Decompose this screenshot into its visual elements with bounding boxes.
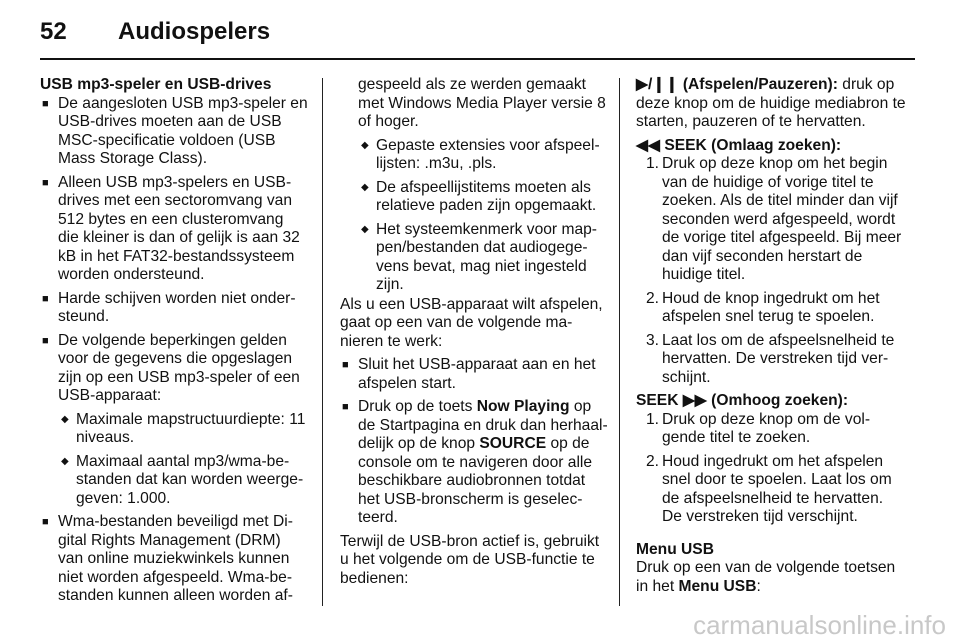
column-3 (636, 76, 906, 601)
sub-list-item: ◆ Het systeemkenmerk voor mappen/bestanden dat audiogegevens bevat, mag niet ingesteld zijn. (340, 221, 608, 295)
list-item: ■ Harde schijven worden niet ondersteund. (40, 290, 308, 327)
usb-outro-text: Terwijl de USB-bron actief is, gebruikt u het volgende om de USB-functie te bedienen: (340, 532, 600, 587)
header-divider (40, 58, 915, 60)
step-number: 1. (646, 410, 660, 428)
text: Houd ingedrukt om het afspelen snel door te spoelen. Laat los om de afspeelsnelheid te hervatten. De verstreken tijd verschijnt. (662, 452, 892, 525)
numbered-step (636, 411, 906, 448)
column-divider-1 (322, 78, 323, 606)
seek-down-label: SEEK (Omlaag zoeken): (664, 136, 842, 154)
seek-up-label-b: (Omhoog zoeken): (711, 392, 849, 409)
text: Laat los om de afspeelsnelheid te hervatten. De verstreken tijd verschijnt. (662, 331, 895, 386)
sub-list-item: ◆ De afspeellijstitems moeten als relatieve paden zijn opgemaakt. (340, 179, 608, 216)
source-key: SOURCE (479, 435, 547, 452)
usb-intro-text: Als u een USB-apparaat wilt afspelen, gaat op een van de volgende manieren te werk: (340, 295, 603, 350)
text: Druk op een van de volgende toetsen in het (636, 559, 896, 595)
text: druk op deze knop om de huidige mediabron te starten, pauzeren of te hervatten. (636, 76, 906, 130)
text: op de console om te navigeren door alle beschikbare audiobronnen totdat het USB-bronscherm is geselecteerd. (358, 435, 593, 526)
watermark: carmanualsonline.info (693, 610, 946, 640)
list-item-drm: ■ Wma-bestanden beveiligd met Digital Rights Management (DRM) van online muziekwinkels kunnen niet worden afgespeeld. Wma-bestanden kunnen alleen worden af- (40, 513, 308, 606)
page-number: 52 (40, 18, 67, 45)
seek-up-heading (636, 392, 906, 411)
column-divider-2 (619, 78, 620, 606)
rewind-icon: ◀◀ (636, 136, 660, 154)
seek-down-heading (636, 137, 906, 156)
fast-forward-icon: ▶▶ (682, 392, 707, 409)
play-pause-description (636, 76, 906, 132)
numbered-step (636, 155, 906, 285)
now-playing-key: Now Playing (476, 398, 570, 415)
menu-usb-text (636, 559, 906, 596)
column-1 (40, 76, 308, 611)
text: op de Startpagina en druk dan herhaaldelijk op de knop (358, 398, 608, 452)
page-title: Audiospelers (118, 18, 271, 45)
numbered-step (636, 332, 906, 388)
list-item: ■ De volgende beperkingen gelden voor de gegevens die opgeslagen zijn op een USB mp3-speler of een USB-apparaat: (40, 332, 308, 406)
step-number: 2. (646, 452, 660, 470)
numbered-step (636, 453, 906, 527)
step-number: 3. (646, 331, 660, 349)
numbered-step (636, 290, 906, 327)
drm-continuation: gespeeld als ze werden gemaakt met Windows Media Player versie 8 of hoger. (358, 76, 606, 130)
text: Druk op deze knop om het begin van de huidige of vorige titel te zoeken. Als de titel minder dan vijf seconden werd afgespeeld, wordt de vorige titel afgespeeld. Bij meer dan vijf seconden herstart de huidige titel. (662, 155, 902, 283)
sub-list-item: ◆ Maximale mapstructuurdiepte: 11 niveaus. (40, 411, 308, 448)
list-item: ■ Alleen USB mp3-spelers en USB-drives met een sectoromvang van 512 bytes en een clusteromvang die kleiner is dan of gelijk is aan 32 kB in het FAT32-bestandssysteem worden ondersteund. (40, 174, 308, 285)
step-number: 1. (646, 155, 660, 172)
play-pause-label: (Afspelen/Pauzeren): (682, 76, 838, 93)
step-number: 2. (646, 289, 660, 307)
column-2 (340, 76, 608, 593)
list-item: ■ Sluit het USB-apparaat aan en het afspelen start. (340, 356, 608, 393)
list-item-now-playing (340, 398, 608, 528)
play-pause-icon: ▶/❙❙ (636, 76, 679, 93)
list-item: ■ De aangesloten USB mp3-speler en USB-drives moeten aan de USB MSC-specificatie voldoen (USB Mass Storage Class). (40, 95, 308, 169)
section-heading-usb: USB mp3-speler en USB-drives (40, 76, 272, 93)
text: Druk op deze knop om de volgende titel te zoeken. (662, 410, 871, 446)
text: : (756, 577, 761, 595)
sub-list-item: ◆ Maximaal aantal mp3/wma-bestanden dat kan worden weergegeven: 1.000. (40, 453, 308, 509)
menu-usb-heading: Menu USB (636, 540, 714, 558)
seek-up-label-a: SEEK (636, 392, 679, 409)
text: Houd de knop ingedrukt om het afspelen snel terug te spoelen. (662, 289, 880, 325)
text: Druk op de toets (358, 398, 473, 415)
sub-list-item: ◆ Gepaste extensies voor afspeellijsten: .m3u, .pls. (340, 137, 608, 174)
menu-usb-bold: Menu USB (678, 577, 757, 595)
